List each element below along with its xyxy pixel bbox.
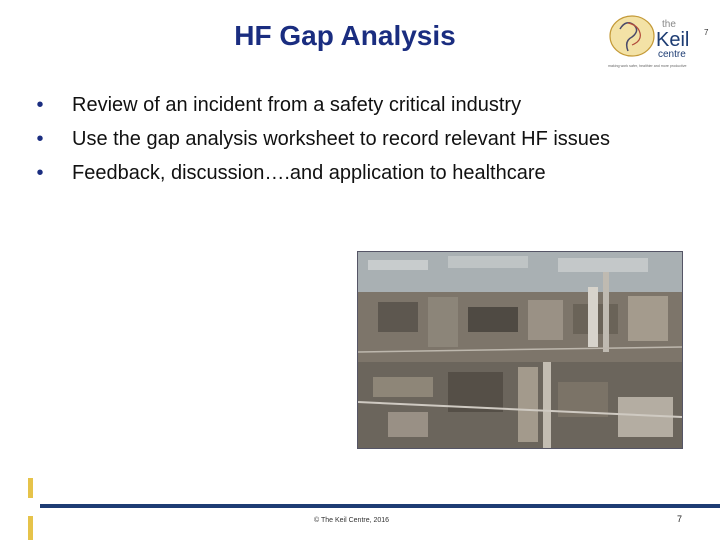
footer-accent-bar-bottom (28, 516, 33, 540)
keil-centre-logo (606, 9, 708, 71)
bullet-text: Feedback, discussion….and application to healthcare (72, 162, 546, 184)
bullet-text: Use the gap analysis worksheet to record relevant HF issues (72, 128, 611, 150)
page-number: 7 (677, 514, 683, 524)
bullet-dot-icon: • (36, 128, 44, 150)
bullet-item (30, 93, 670, 118)
bullet-text: Review of an incident from a safety critical industry (72, 94, 522, 116)
bullet-item (30, 127, 670, 152)
bullet-list (30, 93, 670, 195)
footer-rule (40, 504, 720, 508)
bullet-item (30, 161, 670, 186)
footer-accent-bar-top (28, 478, 33, 498)
bullet-dot-icon: • (36, 94, 44, 116)
incident-aerial-photo (357, 251, 683, 449)
logo-the: the (662, 19, 676, 30)
logo-tagline: making work safer, healthier and more productive (608, 64, 687, 68)
logo-keil: Keil (656, 29, 690, 51)
slide-title: HF Gap Analysis (234, 20, 456, 51)
logo-centre: centre (658, 49, 686, 60)
bullet-dot-icon: • (36, 162, 44, 184)
footer-copyright: © The Keil Centre, 2016 (314, 517, 390, 524)
corner-slide-number: 7 (704, 28, 709, 37)
